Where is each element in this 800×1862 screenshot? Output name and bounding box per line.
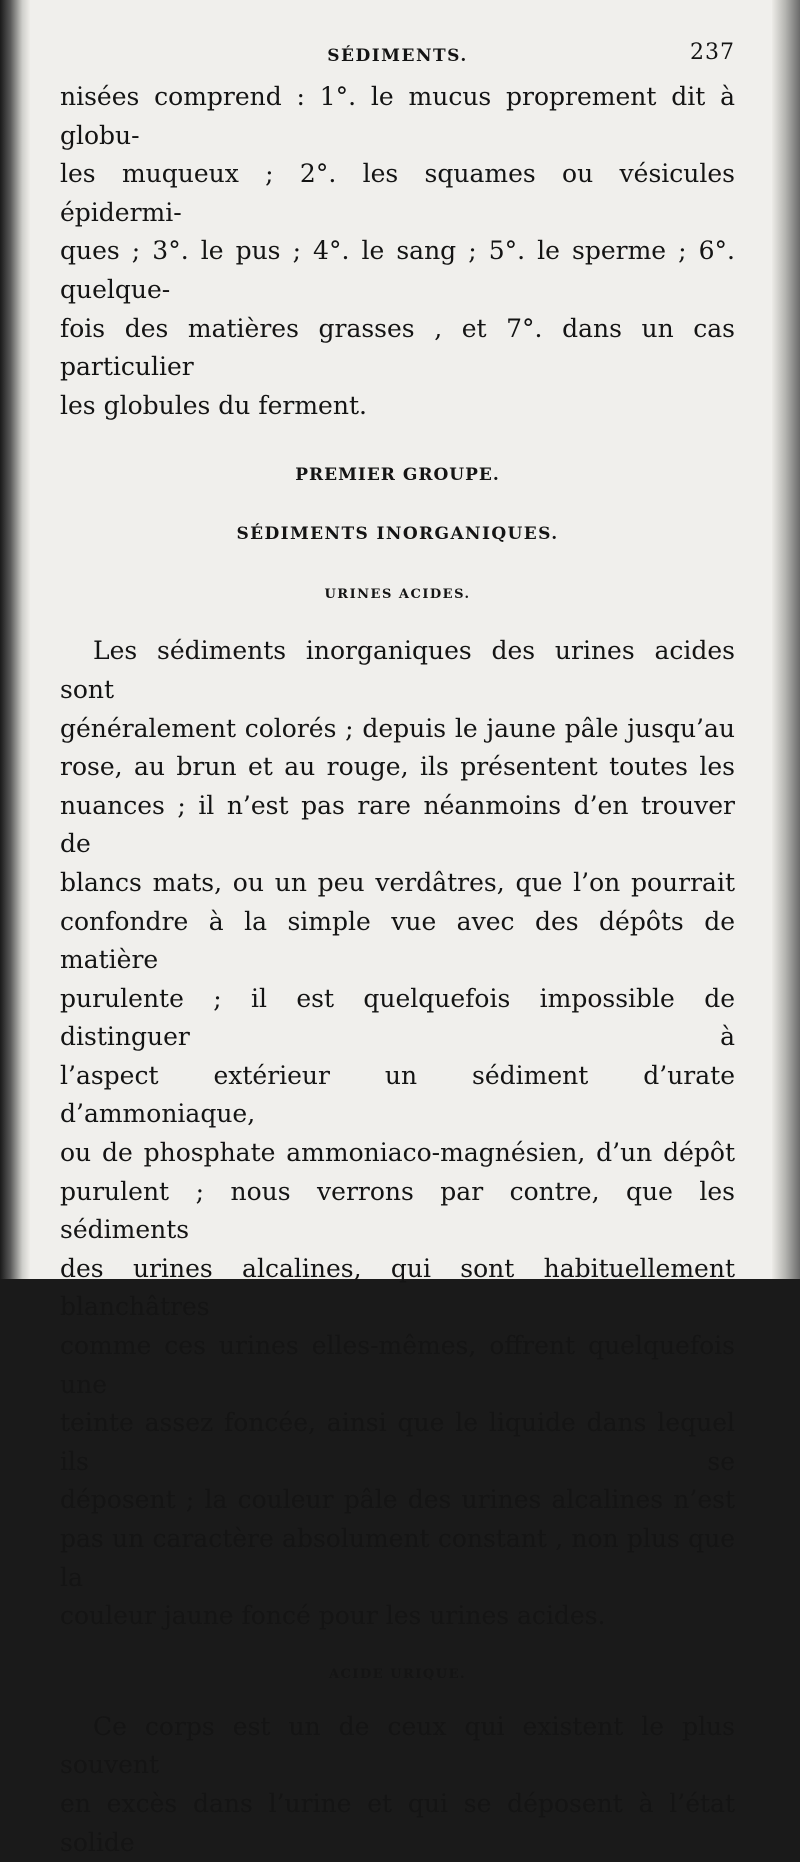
text-line: généralement colorés ; depuis le jaune pâle jusqu’au <box>60 713 735 743</box>
text-line: fois des matières grasses , et 7°. dans un cas particulier <box>60 313 735 382</box>
page-gutter-shadow <box>0 0 30 1279</box>
text-line: confondre à la simple vue avec des dépôts de matière <box>60 906 735 975</box>
text-line: nuances ; il n’est pas rare néanmoins d’en trouver de <box>60 790 735 859</box>
text-line: purulente ; il est quelquefois impossible de distinguer à <box>60 983 735 1052</box>
text-line: comme ces urines elles-mêmes, offrent quelquefois une <box>60 1331 735 1399</box>
text-line: nisées comprend : 1°. le mucus proprement dit à globu- <box>60 82 735 150</box>
text-line: Ce corps est un de ceux qui existent le plus souvent <box>60 1711 735 1780</box>
page-edge-shadow <box>772 0 800 1279</box>
text-line: déposent ; la couleur pâle des urines alcalines n’est <box>60 1485 735 1515</box>
text-line: pas un caractère absolument constant , non plus que la <box>60 1524 735 1592</box>
text-line: l’aspect extérieur un sédiment d’urate d’ammoniaque, <box>60 1060 735 1129</box>
paragraph-continued <box>60 78 735 425</box>
text-line: purulent ; nous verrons par contre, que les sédiments <box>60 1176 735 1245</box>
text-line: rose, au brun et au rouge, ils présentent toutes les <box>60 752 735 782</box>
text-line: en excès dans l’urine et qui se déposent à l’état solide <box>60 1788 735 1857</box>
running-title: SÉDIMENTS. <box>327 46 468 66</box>
text-line: les globules du ferment. <box>60 390 367 420</box>
group-heading: PREMIER GROUPE. <box>295 465 500 486</box>
text-line: ou de phosphate ammoniaco-magnésien, d’un dépôt <box>60 1138 735 1168</box>
acide-urique-heading: ACIDE URIQUE. <box>328 1666 467 1682</box>
paragraph-acide-urique <box>60 1708 735 1862</box>
text-line: couleur jaune foncé pour les urines acides. <box>60 1601 606 1631</box>
page-number: 237 <box>690 40 735 65</box>
paragraph-urines-acides <box>60 632 735 1635</box>
text-line: des urines alcalines, qui sont habituellement blanchâtres <box>60 1253 735 1322</box>
section-heading: SÉDIMENTS INORGANIQUES. <box>236 524 559 545</box>
text-line: ques ; 3°. le pus ; 4°. le sang ; 5°. le sperme ; 6°. quelque- <box>60 236 735 304</box>
text-line: les muqueux ; 2°. les squames ou vésicules épidermi- <box>60 159 735 227</box>
text-line: blancs mats, ou un peu verdâtres, que l’on pourrait <box>60 867 735 897</box>
text-line: Les sédiments inorganiques des urines acides sont <box>60 636 735 704</box>
subsection-heading: URINES ACIDES. <box>324 587 471 603</box>
page-content <box>60 40 735 1862</box>
text-line: teinte assez foncée, ainsi que le liquide dans lequel ils se <box>60 1408 735 1476</box>
running-head <box>60 40 735 76</box>
